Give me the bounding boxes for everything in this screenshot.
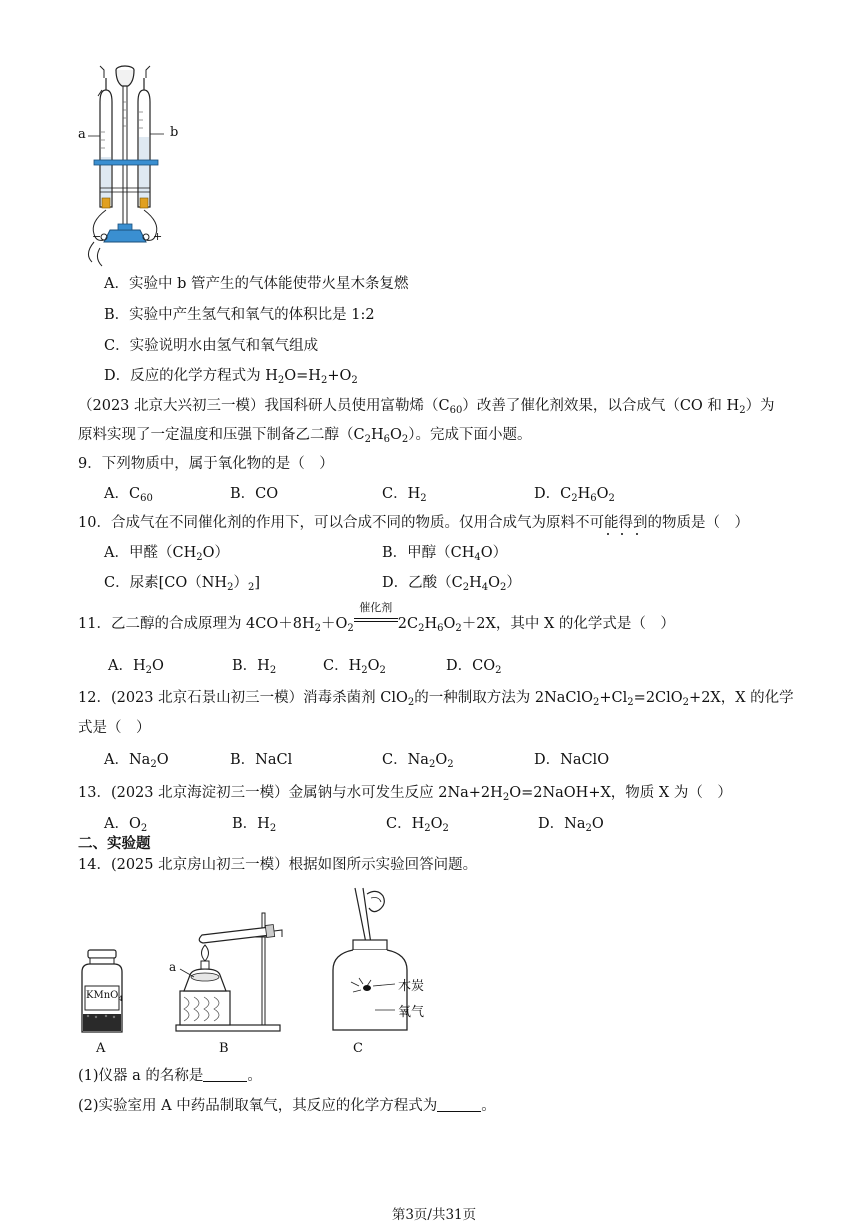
answer-blank[interactable]	[437, 1097, 481, 1112]
q12-option-a: A．$Na_2O$	[104, 752, 169, 770]
section-heading-experiment: 二、实验题	[78, 835, 151, 852]
tube-a-label: a	[78, 127, 86, 142]
q13-option-d: D．$Na_2O$	[538, 816, 604, 834]
emphasis-dot	[621, 533, 623, 535]
figure-caption-b: B	[219, 1041, 229, 1056]
q11-option-c: C．$H_2O_2$	[323, 658, 386, 676]
q9-option-c: C．$H_2$	[382, 486, 427, 504]
q10-option-c: C．尿素$[CO(NH_2)_2]$	[104, 575, 260, 593]
figure-caption-a: A	[96, 1041, 106, 1056]
q12-option-c: C．$Na_2O_2$	[382, 752, 454, 770]
q13-option-a: A．$O_2$	[104, 816, 148, 834]
q10-stem: 10．合成气在不同催化剂的作用下，可以合成不同的物质。仅用合成气为原料不可能得到的物质是（ ）	[78, 515, 749, 531]
page-number: 第3页/共31页	[391, 1207, 477, 1223]
q13-option-b: B．$H_2$	[232, 816, 277, 834]
heating-apparatus-figure	[170, 905, 290, 1037]
emphasis-not-possible: 不可能	[574, 515, 619, 531]
intro-line-2: 原料实现了一定温度和压强下制备乙二醇$(C_2H_6O_2)$。完成下面小题。	[78, 427, 532, 445]
q12-stem-line-2: 式是（ ）	[78, 720, 151, 736]
q10-option-d: D．乙酸$(C_2H_4O_2)$	[382, 575, 521, 593]
q8-option-b: B．实验中产生氢气和氧气的体积比是 1:2	[104, 307, 375, 323]
charcoal-label: 木炭	[398, 979, 425, 994]
q9-option-d: D．$C_2H_6O_2$	[534, 486, 615, 504]
q9-stem: 9．下列物质中，属于氧化物的是（ ）	[78, 456, 334, 472]
minus-terminal-label: −	[92, 230, 102, 243]
q11-option-b: B．$H_2$	[232, 658, 277, 676]
intro-line-1: （2023 北京大兴初三一模）我国科研人员使用富勒烯$(C_{60})$改善了催化剂效果，以合成气（CO 和 $H_2$）为	[78, 398, 775, 416]
q8-option-a: A．实验中 b 管产生的气体能使带火星木条复燃	[104, 276, 409, 292]
kmno4-label: KMnO$_4$	[86, 990, 123, 1003]
emphasis-dot	[636, 533, 638, 535]
oxygen-label: 氧气	[398, 1005, 425, 1020]
q14-stem: 14．(2025 北京房山初三一模）根据如图所示实验回答问题。	[78, 857, 478, 873]
q11-option-d: D．$CO_2$	[446, 658, 502, 676]
q9-option-a: A．$C_{60}$	[104, 486, 153, 504]
tube-b-label: b	[170, 125, 179, 140]
q8-option-d: D．反应的化学方程式为 $H_2O=H_2+O_2$	[104, 368, 358, 386]
plus-terminal-label: +	[153, 230, 163, 243]
q10-option-a: A．甲醛$(CH_2O)$	[104, 545, 229, 563]
q12-option-b: B．NaCl	[230, 752, 293, 768]
q12-stem-line-1: 12．(2023 北京石景山初三一模）消毒杀菌剂 ClO$_2$的一种制取方法为 $2NaClO_2+Cl_2=2ClO_2+2X$，X 的化学	[78, 690, 794, 708]
figure-caption-c: C	[353, 1041, 363, 1056]
charcoal-combustion-figure	[325, 884, 465, 1036]
answer-blank[interactable]	[203, 1067, 247, 1082]
instrument-a-label: a	[169, 960, 177, 974]
q9-option-b: B．CO	[230, 486, 279, 502]
q13-stem: 13．(2023 北京海淀初三一模）金属钠与水可发生反应 $2Na+2H_2O=2NaOH+X$，物质 X 为（ ）	[78, 785, 732, 803]
q11-stem: 11．乙二醇的合成原理为 $4CO+8H_2+O_2$ 催化剂 $2C_2H_6O_2+2X$，其中 X 的化学式是（ ）	[78, 601, 675, 634]
q13-option-c: C．$H_2O_2$	[386, 816, 449, 834]
q14-subquestion-1: (1)仪器 a 的名称是 。	[78, 1068, 262, 1084]
q10-option-b: B．甲醇$(CH_4O)$	[382, 545, 508, 563]
q8-option-c: C．实验说明水由氢气和氧气组成	[104, 338, 319, 354]
q12-option-d: D．NaClO	[534, 752, 610, 768]
catalyst-arrow: 催化剂	[354, 614, 398, 628]
q11-option-a: A．$H_2O$	[108, 658, 164, 676]
emphasis-dot	[607, 533, 609, 535]
q14-subquestion-2: (2)实验室用 A 中药品制取氧气，其反应的化学方程式为 。	[78, 1098, 496, 1114]
